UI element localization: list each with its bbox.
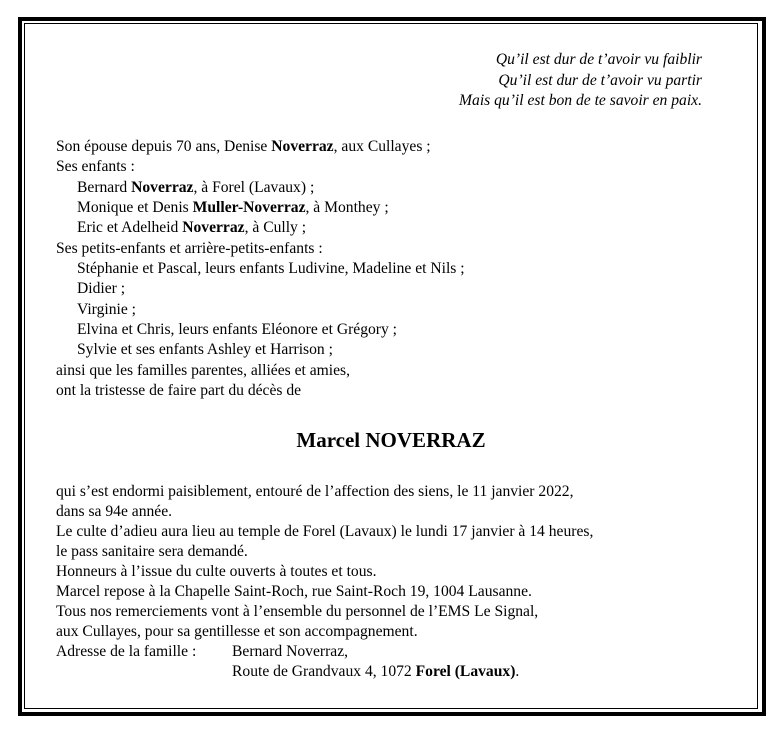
grandchild-line: Elvina et Chris, leurs enfants Eléonore et Grégory ; <box>77 321 398 338</box>
poem-line: Mais qu’il est bon de te savoir en paix. <box>459 92 702 109</box>
poem <box>459 50 702 112</box>
address-label: Adresse de la famille : <box>56 643 197 660</box>
detail-line: Honneurs à l’issue du culte ouverts à toutes et tous. <box>56 563 377 580</box>
poem-line: Qu’il est dur de t’avoir vu faiblir <box>495 51 702 68</box>
children-label: Ses enfants : <box>56 158 135 175</box>
detail-line: dans sa 94e année. <box>56 503 173 520</box>
grandchild-line: Virginie ; <box>77 301 136 318</box>
others-line: ainsi que les familles parentes, alliées et amies, <box>56 362 351 379</box>
grandchild-line: Sylvie et ses enfants Ashley et Harrison ; <box>77 341 333 358</box>
detail-line: aux Cullayes, pour sa gentillesse et son accompagnement. <box>56 623 418 640</box>
detail-line: le pass sanitaire sera demandé. <box>56 543 248 560</box>
deceased-name: Marcel NOVERRAZ <box>296 428 486 452</box>
grandchild-line: Stéphanie et Pascal, leurs enfants Ludivine, Madeline et Nils ; <box>77 260 465 277</box>
detail-line: Marcel repose à la Chapelle Saint-Roch, rue Saint-Roch 19, 1004 Lausanne. <box>56 583 532 600</box>
spouse-line: Son épouse depuis 70 ans, Denise Noverraz, aux Cullayes ; <box>56 138 431 155</box>
grandchildren-label: Ses petits-enfants et arrière-petits-enfants : <box>56 240 323 257</box>
address-line: Route de Grandvaux 4, 1072 Forel (Lavaux). <box>232 663 520 680</box>
detail-line: Le culte d’adieu aura lieu au temple de Forel (Lavaux) le lundi 17 janvier à 14 heures, <box>56 523 594 540</box>
address-line: Bernard Noverraz, <box>232 643 349 660</box>
grandchild-line: Didier ; <box>77 280 126 297</box>
child-line: Bernard Noverraz, à Forel (Lavaux) ; <box>77 179 315 196</box>
child-line: Eric et Adelheid Noverraz, à Cully ; <box>77 219 307 236</box>
detail-line: qui s’est endormi paisiblement, entouré de l’affection des siens, le 11 janvier 2022, <box>56 483 574 500</box>
detail-line: Tous nos remerciements vont à l’ensemble du personnel de l’EMS Le Signal, <box>56 603 539 620</box>
child-line: Monique et Denis Muller-Noverraz, à Monthey ; <box>77 199 389 216</box>
announce-line: ont la tristesse de faire part du décès de <box>56 382 302 399</box>
poem-line: Qu’il est dur de t’avoir vu partir <box>498 71 702 89</box>
